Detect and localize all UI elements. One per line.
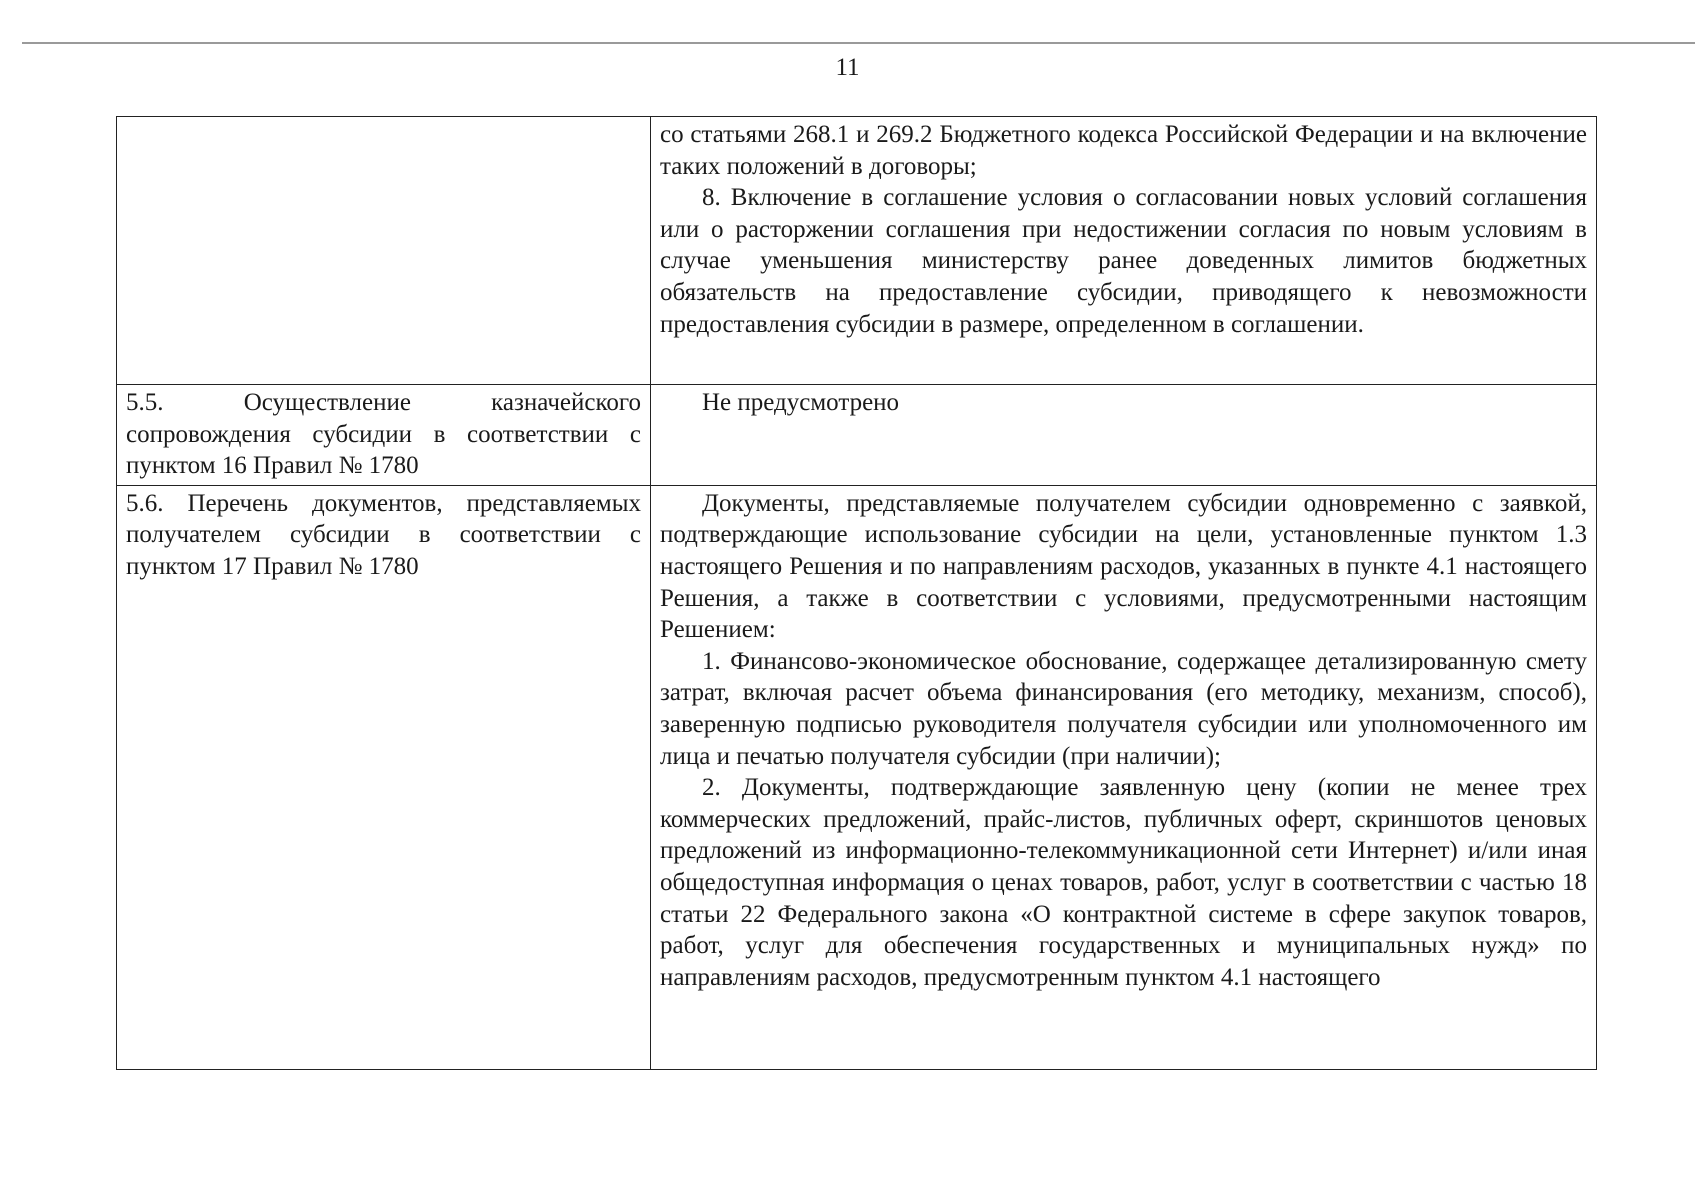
- table-cell-label: [117, 485, 651, 1069]
- regulation-table: [116, 116, 1597, 1070]
- row-label: 5.5. Осуществление казначейского сопровождения субсидии в соответствии с пунктом 16 Правил № 1780: [126, 389, 641, 480]
- page-number: 11: [835, 54, 860, 81]
- table-row: [117, 117, 1597, 385]
- table-cell-content: [651, 485, 1597, 1069]
- table-cell-content: [651, 385, 1597, 486]
- table-cell-label: [117, 117, 651, 385]
- content-paragraph: Документы, представляемые получателем субсидии одновременно с заявкой, подтверждающие использование субсидии на цели, установленные пунктом 1.3 настоящего Решения и по направлениям расходов, указанных в пункте 4.1 настоящего Решения, а также в соответствии с условиями, предусмотренными настоящим Решением:: [660, 489, 1587, 644]
- content-paragraph: 8. Включение в соглашение условия о согласовании новых условий соглашения или о расторжении соглашения при недостижении согласия по новым условиям в случае уменьшения министерству ранее доведенных лимитов бюджетных обязательств на предоставление субсидии, приводящего к невозможности предоставления субсидии в размере, определенном в соглашении.: [660, 184, 1587, 338]
- content-paragraph: 1. Финансово-экономическое обоснование, содержащее детализированную смету затрат, включая расчет объема финансирования (его методику, механизм, способ), заверенную подписью руководителя получателя субсидии или уполномоченного им лица и печатью получателя субсидии (при наличии);: [660, 647, 1587, 770]
- content-paragraph: 2. Документы, подтверждающие заявленную цену (копии не менее трех коммерческих предложений, прайс-листов, публичных оферт, скриншотов ценовых предложений из информационно-телекоммуникационной сети Интернет) и/или иная общедоступная информация о ценах товаров, работ, услуг в соответствии с частью 18 статьи 22 Федерального закона «О контрактной системе в сфере закупок товаров, работ, услуг для обеспечения государственных и муниципальных нужд» по направлениям расходов, предусмотренным пунктом 4.1 настоящего: [660, 774, 1587, 991]
- table-row: [117, 485, 1597, 1069]
- table-cell-label: [117, 385, 651, 486]
- row-label: 5.6. Перечень документов, представляемых получателем субсидии в соответствии с пунктом 17 Правил № 1780: [126, 489, 641, 580]
- table-row: [117, 385, 1597, 486]
- header-rule: [22, 42, 1695, 44]
- table-cell-content: [651, 117, 1597, 385]
- content-paragraph: Не предусмотрено: [702, 389, 900, 416]
- content-paragraph: со статьями 268.1 и 269.2 Бюджетного кодекса Российской Федерации и на включение таких положений в договоры;: [660, 121, 1587, 180]
